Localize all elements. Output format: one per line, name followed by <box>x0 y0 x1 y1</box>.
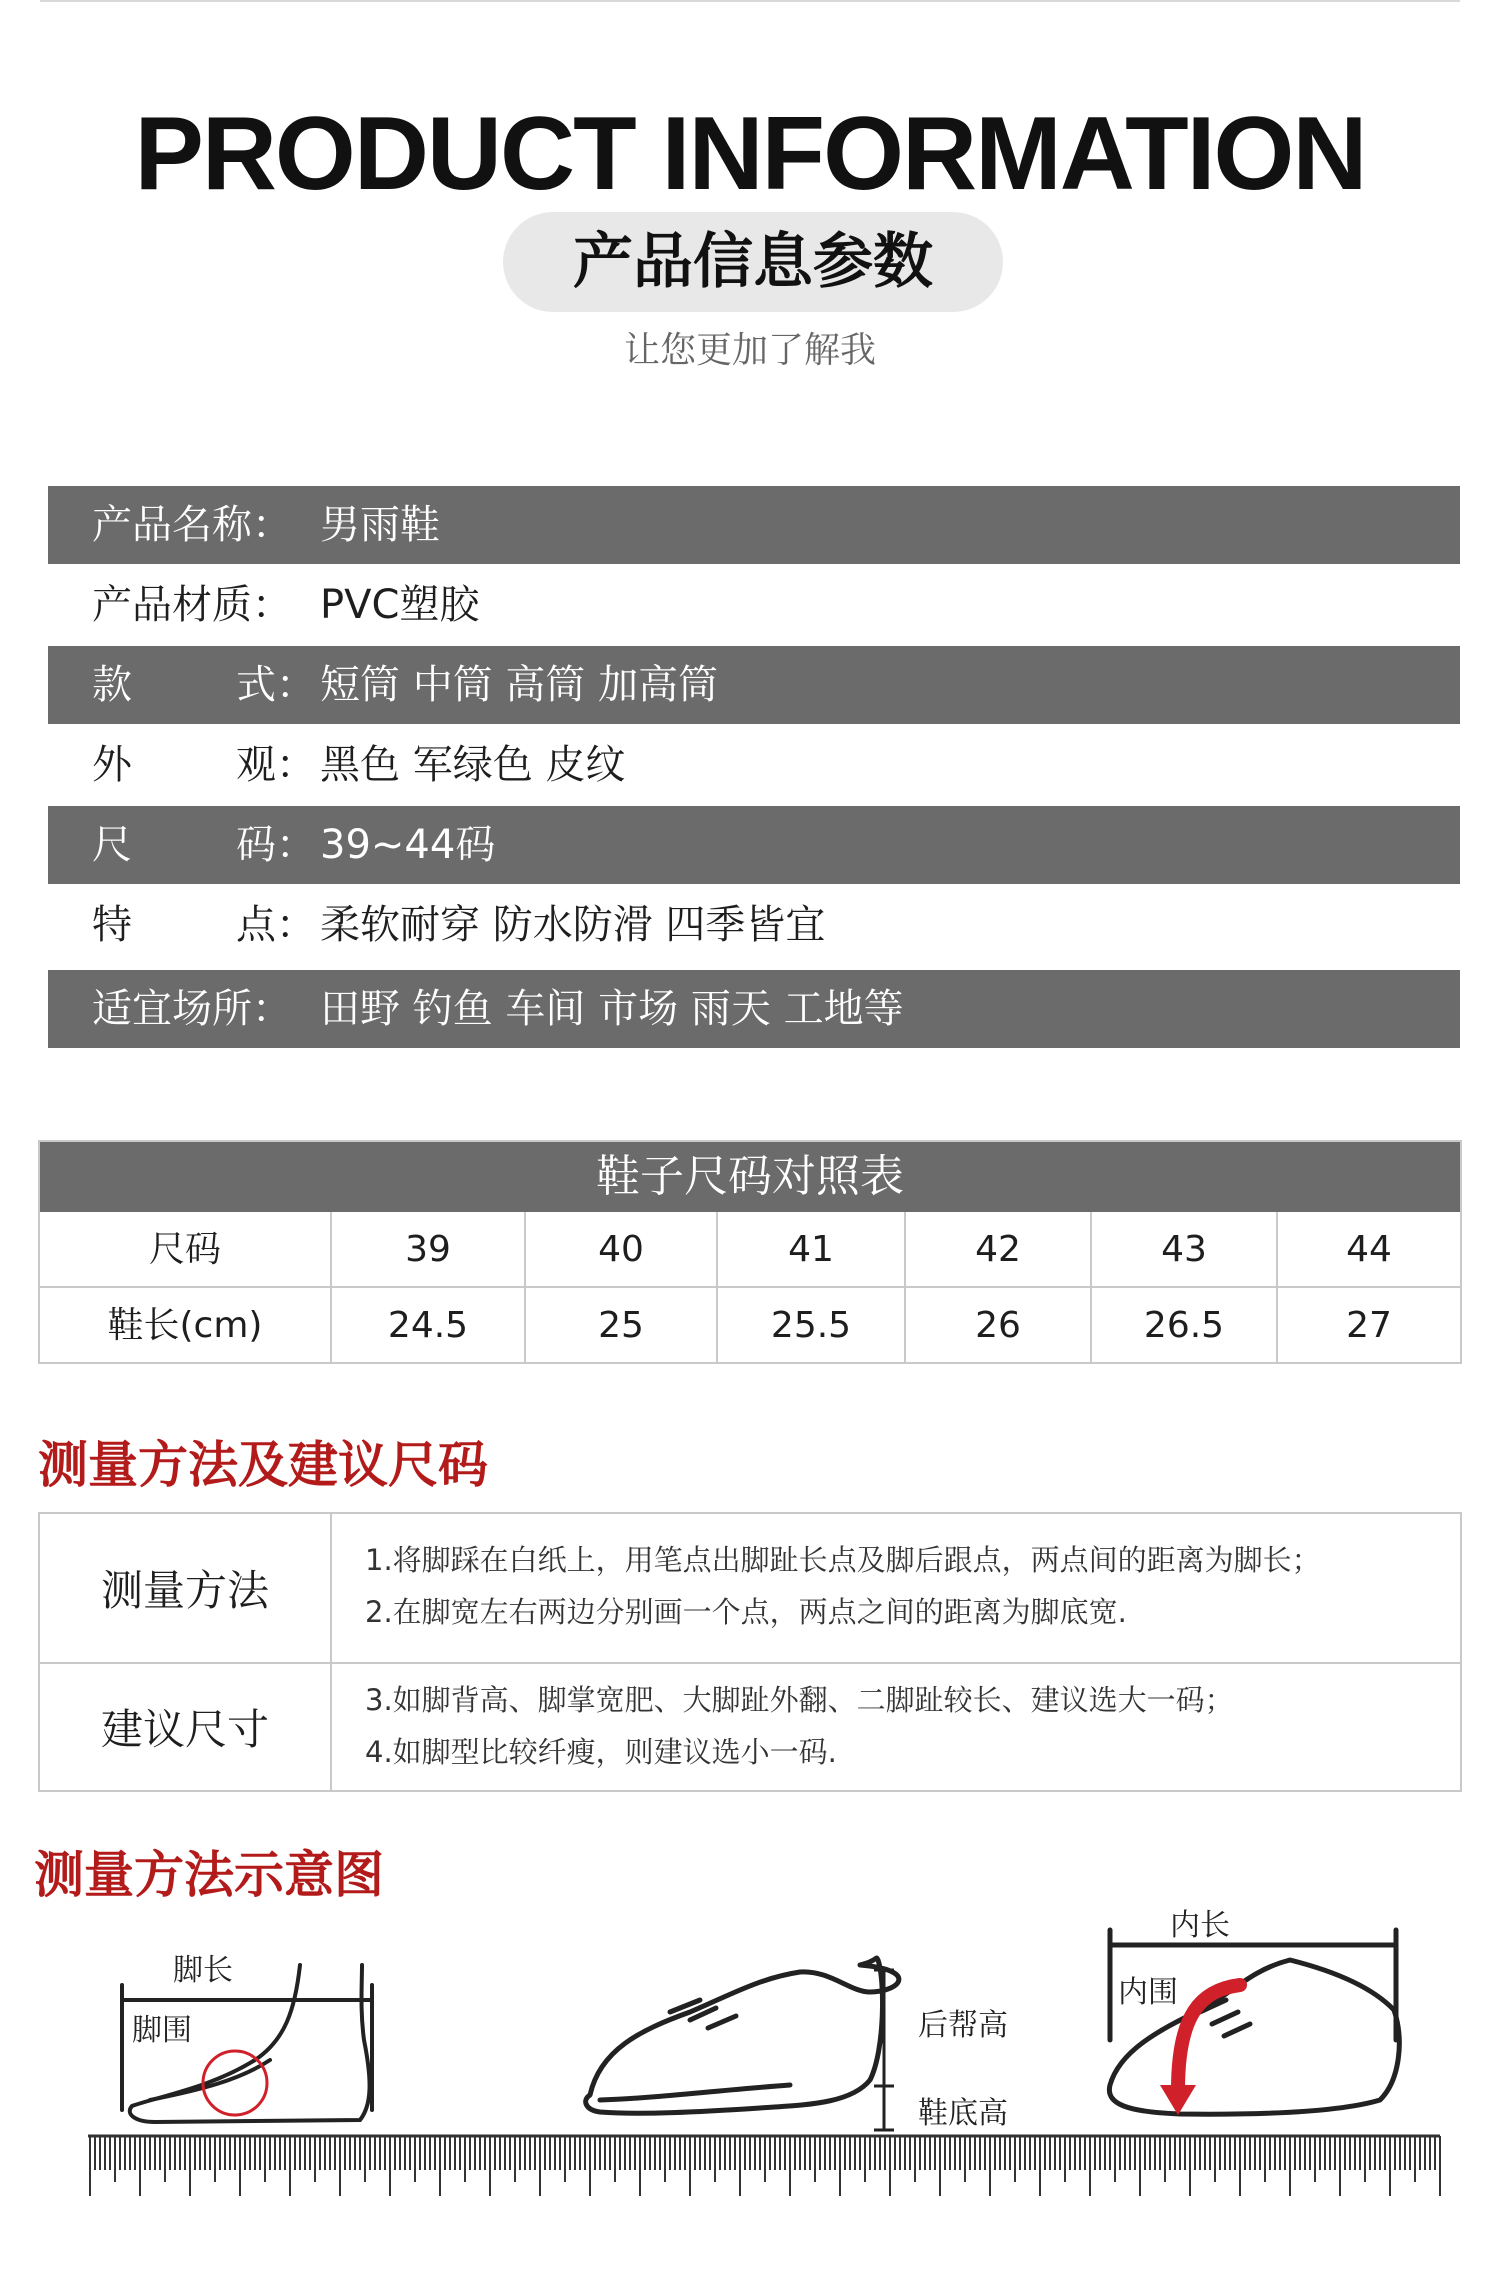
inner-girth-label: 内围 <box>1118 1975 1178 2010</box>
info-label-part: 外 <box>92 742 132 788</box>
info-label <box>92 886 316 964</box>
top-divider <box>40 0 1460 2</box>
size-cell: 44 <box>1346 1229 1392 1270</box>
info-label-part: 特 <box>92 902 132 948</box>
size-cell: 24.5 <box>332 1288 526 1364</box>
size-chart-table <box>38 1140 1462 1364</box>
suggest-size-label: 建议尺寸 <box>40 1664 332 1790</box>
info-row <box>48 806 1460 884</box>
info-row <box>48 646 1460 724</box>
measure-method-label: 测量方法 <box>40 1514 332 1662</box>
arrow-head-icon <box>1160 2085 1196 2115</box>
row-label: 鞋长(cm) <box>40 1288 332 1364</box>
info-row <box>48 486 1460 564</box>
measure-table <box>38 1512 1462 1792</box>
size-cell: 40 <box>526 1212 718 1286</box>
info-label: 产品材质： <box>92 582 292 628</box>
info-label <box>92 646 316 724</box>
length-row <box>40 1288 1460 1364</box>
info-label-part: 观： <box>236 742 316 788</box>
page-title: PRODUCT INFORMATION <box>134 96 1366 212</box>
measure-method-line-1: 1.将脚踩在白纸上，用笔点出脚趾长点及脚后跟点，两点间的距离为脚长； <box>365 1543 1321 1577</box>
page-subtitle: 让您更加了解我 <box>623 330 876 371</box>
size-cell: 43 <box>1092 1212 1278 1286</box>
info-row <box>48 726 1460 804</box>
info-label: 产品名称： <box>92 502 292 548</box>
info-row <box>48 566 1460 644</box>
info-value: 男雨鞋 <box>320 502 440 548</box>
shoe-illustration <box>586 1958 899 2113</box>
suggest-size-line-1: 3.如脚背高、脚掌宽肥、大脚趾外翻、二脚趾较长、建议选大一码； <box>365 1683 1234 1717</box>
heel-height-label: 后帮高 <box>918 2008 1008 2043</box>
info-value: PVC塑胶 <box>320 582 480 628</box>
info-value: 39~44码 <box>320 822 496 868</box>
size-row <box>40 1212 1460 1288</box>
size-cell: 42 <box>906 1212 1092 1286</box>
diagram-heading: 测量方法示意图 <box>34 1846 384 1904</box>
size-cell: 25 <box>526 1288 718 1364</box>
info-label <box>92 806 316 884</box>
suggest-size-line-2: 4.如脚型比较纤瘦，则建议选小一码. <box>365 1735 837 1769</box>
size-cell: 25.5 <box>718 1288 906 1364</box>
inner-girth-arrow <box>1178 1985 1240 2090</box>
measure-heading: 测量方法及建议尺码 <box>38 1436 488 1494</box>
measure-method-line-2: 2.在脚宽左右两边分别画一个点，两点之间的距离为脚底宽. <box>365 1595 1127 1629</box>
info-row <box>48 886 1460 964</box>
inner-length-label: 内长 <box>1170 1908 1230 1943</box>
info-label-part: 款 <box>92 662 132 708</box>
foot-length-label: 脚长 <box>173 1953 233 1988</box>
ruler-scale <box>88 2136 1440 2196</box>
info-label <box>92 726 316 804</box>
size-chart-title: 鞋子尺码对照表 <box>40 1142 1460 1212</box>
sole-height-label: 鞋底高 <box>918 2096 1008 2131</box>
size-cell: 26 <box>906 1288 1092 1364</box>
size-cell: 27 <box>1346 1305 1392 1346</box>
info-value: 柔软耐穿 防水防滑 四季皆宜 <box>320 902 826 948</box>
info-label: 适宜场所： <box>92 986 292 1032</box>
size-cell: 26.5 <box>1092 1288 1278 1364</box>
measure-method-row <box>40 1514 1460 1664</box>
size-cell: 39 <box>332 1212 526 1286</box>
info-label-part: 尺 <box>92 822 132 868</box>
row-label: 尺码 <box>40 1212 332 1286</box>
inner-shoe-illustration <box>1109 1930 1399 2114</box>
section-pill: 产品信息参数 <box>503 212 1003 312</box>
suggest-size-row <box>40 1664 1460 1790</box>
foot-girth-label: 脚围 <box>132 2013 192 2048</box>
info-value: 短筒 中筒 高筒 加高筒 <box>320 662 719 708</box>
info-value: 田野 钓鱼 车间 市场 雨天 工地等 <box>320 986 904 1032</box>
info-label-part: 点： <box>236 902 316 948</box>
info-value: 黑色 军绿色 皮纹 <box>320 742 626 788</box>
info-label-part: 式： <box>236 662 316 708</box>
measure-diagram <box>0 1900 1500 2291</box>
info-row <box>48 970 1460 1048</box>
size-cell: 41 <box>718 1212 906 1286</box>
info-label-part: 码： <box>236 822 316 868</box>
